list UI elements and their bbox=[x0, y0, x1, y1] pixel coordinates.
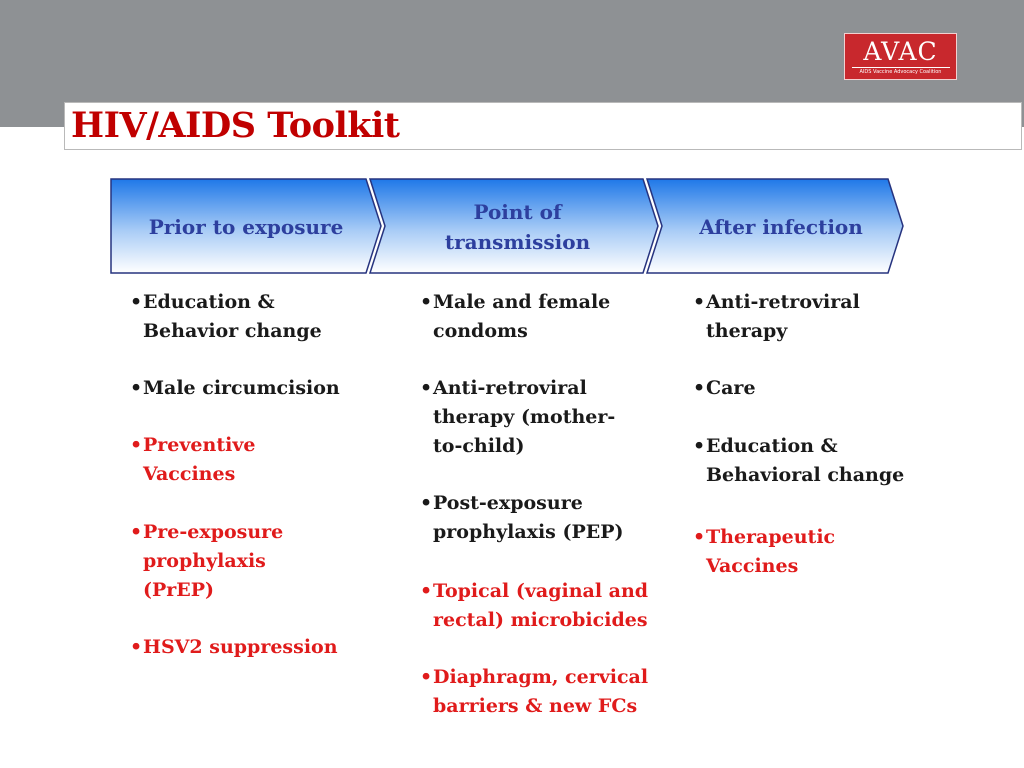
list-item bbox=[130, 288, 370, 346]
list-item bbox=[693, 523, 933, 581]
list-item bbox=[130, 431, 370, 489]
phase-label-after-infection: After infection bbox=[699, 215, 863, 239]
list-item-text: Post-exposure prophylaxis (PEP) bbox=[433, 492, 624, 543]
list-item bbox=[130, 518, 370, 605]
list-item-text: Anti-retroviral therapy (mother- to-child) bbox=[433, 377, 616, 457]
list-item-text: Anti-retroviral therapy bbox=[706, 291, 860, 342]
list-item-text: Male and female condoms bbox=[433, 291, 611, 342]
list-item-text: Diaphragm, cervical barriers & new FCs bbox=[433, 666, 649, 717]
phase-label-point-of-transmission: Point of transmission bbox=[444, 200, 591, 254]
list-item-text: Pre-exposure prophylaxis (PrEP) bbox=[143, 521, 284, 601]
list-item-text: Education & Behavior change bbox=[143, 291, 322, 342]
list-item-text: Therapeutic Vaccines bbox=[706, 526, 836, 577]
list-item bbox=[693, 432, 933, 490]
list-item bbox=[420, 374, 670, 461]
list-item bbox=[693, 374, 933, 403]
phase-label-prior-to-exposure: Prior to exposure bbox=[148, 215, 344, 239]
list-item bbox=[420, 577, 670, 635]
list-item-text: Preventive Vaccines bbox=[143, 434, 256, 485]
point-of-transmission-list bbox=[420, 288, 670, 721]
slide-title: HIV/AIDS Toolkit bbox=[71, 105, 400, 146]
after-infection-list bbox=[693, 288, 933, 581]
list-item bbox=[420, 663, 670, 721]
list-item-text: Education & Behavioral change bbox=[706, 435, 905, 486]
list-item-text: Topical (vaginal and rectal) microbicides bbox=[433, 580, 649, 631]
prior-to-exposure-list bbox=[130, 288, 370, 662]
list-item bbox=[130, 374, 370, 403]
list-item bbox=[420, 288, 670, 346]
logo-text: AVAC bbox=[863, 37, 938, 66]
list-item-text: Care bbox=[706, 377, 756, 399]
list-item-text: HSV2 suppression bbox=[143, 636, 338, 658]
list-item-text: Male circumcision bbox=[143, 377, 340, 399]
list-item bbox=[130, 633, 370, 662]
logo-tagline: AIDS Vaccine Advocacy Coalition bbox=[859, 69, 942, 75]
list-item bbox=[420, 489, 670, 547]
list-item bbox=[693, 288, 933, 346]
